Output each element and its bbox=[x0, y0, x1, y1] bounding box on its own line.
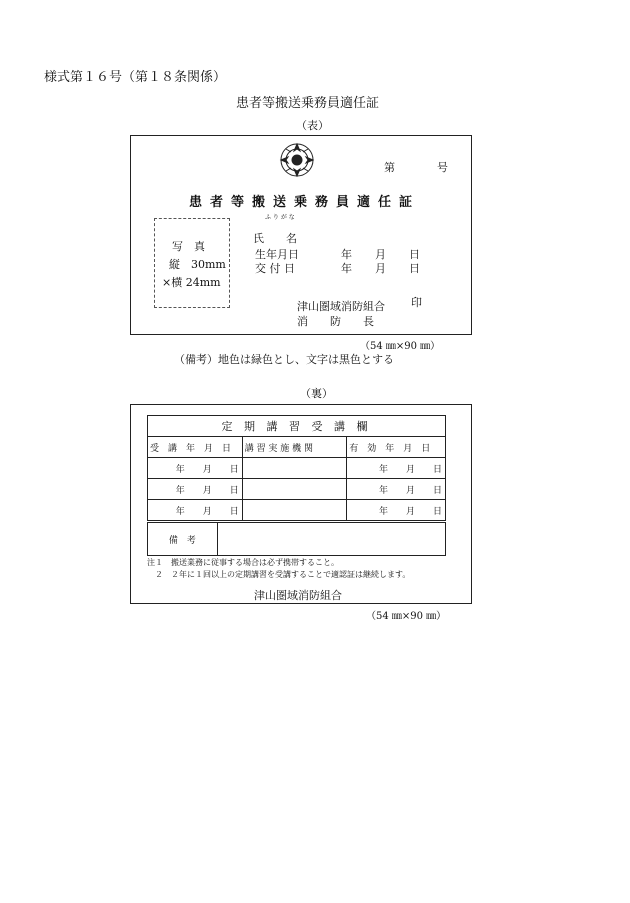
note-1: 注１ 搬送業務に従事する場合は必ず携帯すること。 bbox=[147, 558, 339, 567]
photo-width-spec: ×横 24mm bbox=[162, 276, 221, 289]
seal-mark: 印 bbox=[411, 296, 422, 309]
fire-department-emblem-icon bbox=[279, 142, 315, 178]
issue-date-year: 年 bbox=[341, 262, 352, 275]
lecture-org-cell bbox=[242, 479, 347, 500]
birthdate-month: 月 bbox=[375, 248, 386, 261]
front-label: （表） bbox=[296, 119, 329, 132]
lecture-record-table bbox=[147, 415, 446, 521]
lecture-date-cell: 年 月 日 bbox=[148, 458, 243, 479]
header-valid-date: 有 効 年 月 日 bbox=[347, 437, 446, 458]
photo-label: 写 真 bbox=[172, 240, 205, 253]
color-remark: （備考）地色は緑色とし、文字は黒色とする bbox=[174, 353, 394, 366]
header-lecture-date: 受 講 年 月 日 bbox=[148, 437, 243, 458]
remarks-label: 備 考 bbox=[148, 523, 218, 556]
front-card bbox=[130, 135, 472, 335]
photo-height-spec: 縦 30mm bbox=[169, 258, 226, 271]
valid-date-cell: 年 月 日 bbox=[347, 458, 446, 479]
note-2: ２ ２年に１回以上の定期講習を受講することで適認証は継続します。 bbox=[147, 570, 411, 579]
front-size-note: （54 ㎜×90 ㎜） bbox=[360, 341, 441, 352]
lecture-date-cell: 年 月 日 bbox=[148, 500, 243, 521]
header-lecture-org: 講 習 実 施 機 関 bbox=[242, 437, 347, 458]
table-title-text: 定 期 講 習 受 講 欄 bbox=[221, 420, 372, 433]
form-number: 様式第１６号（第１８条関係） bbox=[44, 70, 227, 85]
photo-placeholder bbox=[154, 218, 230, 308]
birthdate-label: 生年月日 bbox=[255, 248, 299, 261]
lecture-org-cell bbox=[242, 458, 347, 479]
remarks-table bbox=[147, 522, 446, 556]
issue-date-label: 交 付 日 bbox=[255, 262, 295, 275]
lecture-date-cell: 年 月 日 bbox=[148, 479, 243, 500]
remarks-cell bbox=[217, 523, 445, 556]
issue-date-day: 日 bbox=[409, 262, 420, 275]
name-label: 氏 名 bbox=[253, 232, 297, 245]
valid-date-cell: 年 月 日 bbox=[347, 479, 446, 500]
back-size-note: （54 ㎜×90 ㎜） bbox=[366, 611, 447, 622]
table-row bbox=[148, 458, 446, 479]
back-card bbox=[130, 404, 472, 604]
back-label: （裏） bbox=[300, 387, 333, 400]
document-title: 患者等搬送乗務員適任証 bbox=[236, 96, 380, 111]
birthdate-day: 日 bbox=[409, 248, 420, 261]
number-label-first: 第 bbox=[384, 161, 395, 174]
furigana-label: ふ り が な bbox=[265, 214, 295, 221]
issuer-title: 消 防 長 bbox=[297, 315, 374, 328]
table-title bbox=[148, 416, 446, 437]
back-issuer: 津山圏域消防組合 bbox=[254, 589, 342, 602]
card-title: 患者等搬送乗務員適任証 bbox=[189, 195, 421, 210]
issuer-organization: 津山圏域消防組合 bbox=[297, 300, 385, 313]
birthdate-year: 年 bbox=[341, 248, 352, 261]
number-label-last: 号 bbox=[437, 161, 448, 174]
lecture-org-cell bbox=[242, 500, 347, 521]
table-row bbox=[148, 479, 446, 500]
issue-date-month: 月 bbox=[375, 262, 386, 275]
valid-date-cell: 年 月 日 bbox=[347, 500, 446, 521]
table-row bbox=[148, 500, 446, 521]
